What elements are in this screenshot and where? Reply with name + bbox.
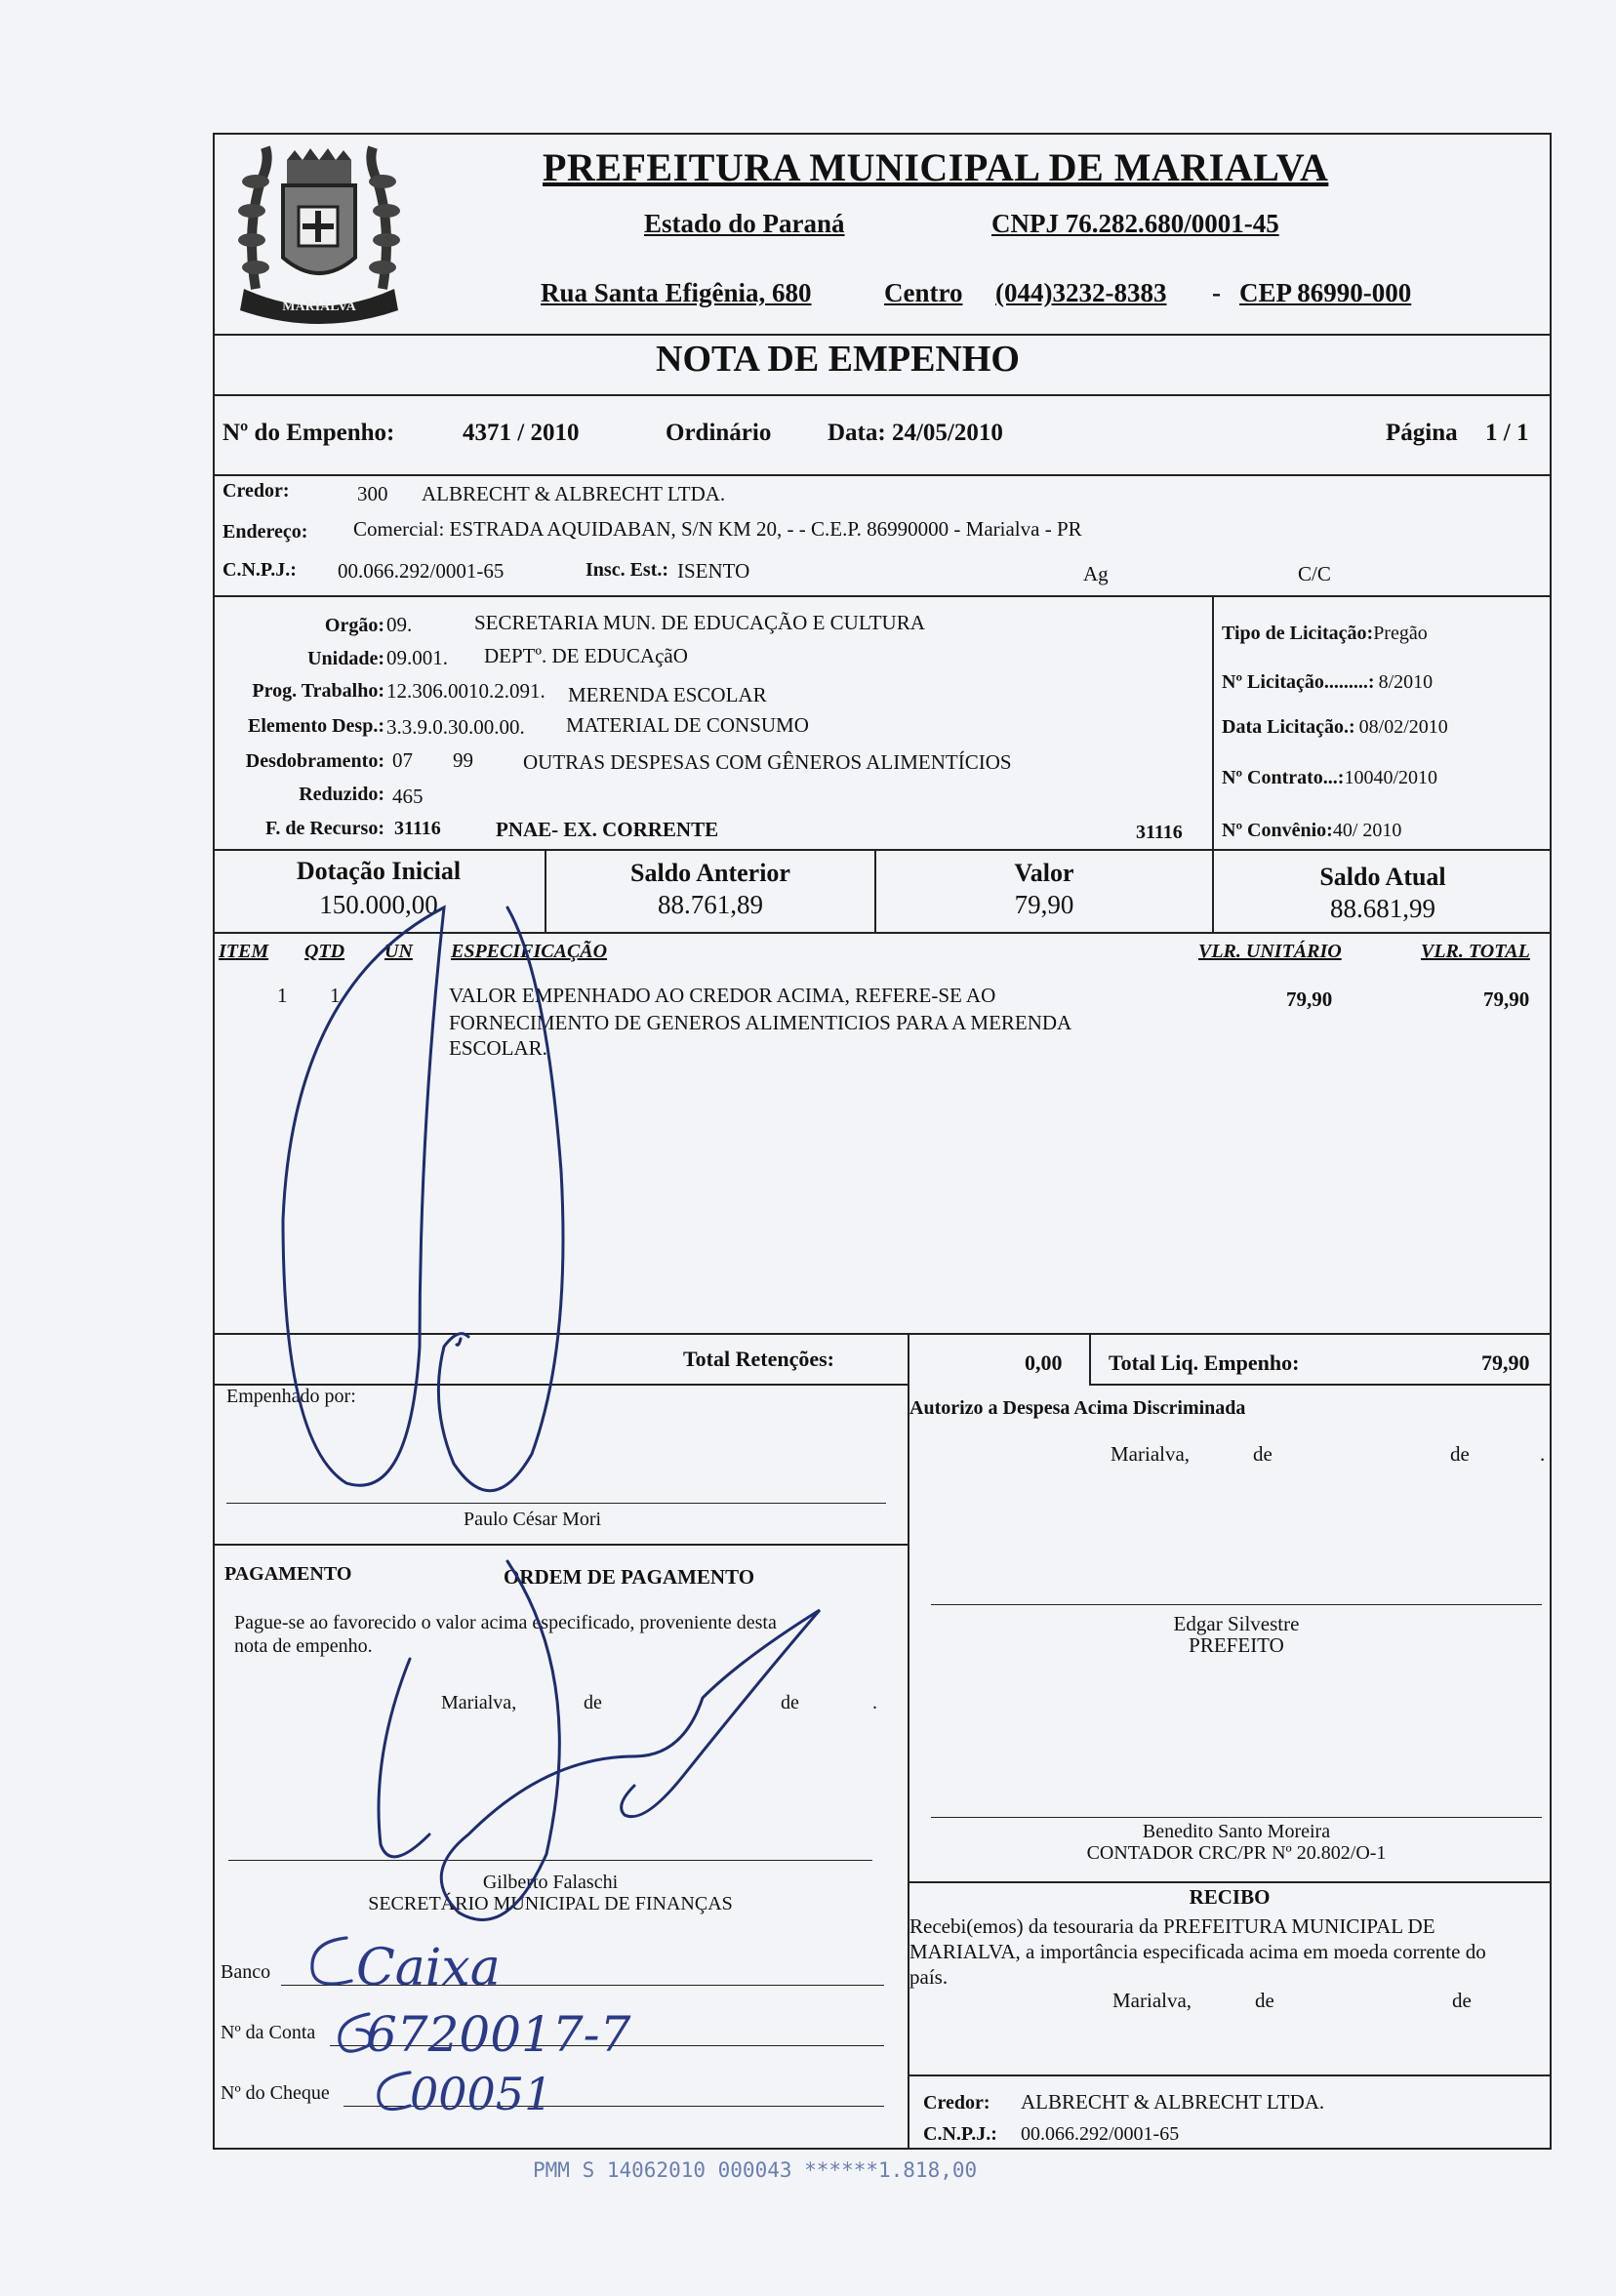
signature-line [228,1860,872,1861]
cheque-label: Nº do Cheque [221,2082,330,2104]
recibo-line-3: país. [909,1965,949,1989]
col-item: ITEM [219,941,269,962]
saldo-anterior-value: 88.761,89 [658,890,763,919]
col-vlr-unitario: VLR. UNITÁRIO [1198,941,1342,962]
divider [1089,1384,1552,1386]
seal-banner-text: MARIALVA [282,300,356,314]
autorizo-dot: . [1540,1442,1546,1466]
handwritten-cheque: 00051 [410,2068,553,2120]
prog-label: Prog. Trabalho: [252,680,384,702]
divider [908,1881,1552,1883]
credor-cnpj: 00.066.292/0001-65 [338,559,505,583]
unidade-label: Unidade: [307,648,384,669]
ordem-pagamento-label: ORDEM DE PAGAMENTO [504,1565,755,1589]
data-licitacao [1222,716,1448,739]
header-dash: - [1212,278,1221,307]
prefeito-title: PREFEITO [1189,1633,1284,1657]
recibo-credor-value: ALBRECHT & ALBRECHT LTDA. [1021,2090,1325,2114]
unidade-code: 09.001. [386,646,448,669]
contrato [1222,767,1437,789]
elemento-code: 3.3.9.0.30.00.00. [386,715,525,739]
item-qtd: 1 [330,984,341,1007]
divider [213,932,1552,934]
autorizo-text: Autorizo a Despesa Acima Discriminada [909,1397,1246,1419]
autorizo-de-1: de [1253,1442,1273,1466]
conta-line [330,2045,884,2046]
credor-label: Credor: [222,480,290,502]
item-desc-line-2: FORNECIMENTO DE GENEROS ALIMENTICIOS PARA A MERENDA [449,1011,1072,1034]
pagamento-text-2: nota de empenho. [234,1635,373,1657]
col-especificacao: ESPECIFICAÇÃO [451,941,608,962]
elemento-desc: MATERIAL DE CONSUMO [566,713,809,737]
tipo-licitacao [1222,623,1428,645]
header-cnpj: CNPJ 76.282.680/0001-45 [991,209,1279,238]
numero-licitacao [1222,671,1433,694]
item-desc-line-1: VALOR EMPENHADO AO CREDOR ACIMA, REFERE-SE AO [449,984,996,1007]
dotacao-value: 150.000,00 [319,890,438,919]
recibo-line-1: Recebi(emos) da tesouraria da PREFEITURA MUNICIPAL DE [909,1914,1435,1938]
orgao-desc: SECRETARIA MUN. DE EDUCAÇÃO E CULTURA [474,611,925,634]
contador-name: Benedito Santo Moreira [1142,1821,1331,1842]
signature-line [931,1604,1542,1605]
address-label: Endereço: [222,521,308,543]
credor-name: ALBRECHT & ALBRECHT LTDA. [422,482,726,505]
secretario-name: Gilberto Falaschi [482,1872,619,1893]
empenho-date: Data: 24/05/2010 [828,420,1003,446]
recibo-cnpj-label: C.N.P.J.: [923,2123,997,2145]
divider [213,1544,908,1546]
convenio-label: Nº Convênio: [1222,820,1333,841]
conta-label: Nº da Conta [221,2022,316,2043]
cheque-line [343,2106,884,2107]
desdobramento-code2: 99 [453,748,473,772]
header-state: Estado do Paraná [644,209,845,238]
header-district: Centro [884,278,963,307]
saldo-atual-value: 88.681,99 [1330,894,1435,923]
retencoes-label: Total Retenções: [683,1347,834,1371]
data-licitacao-label: Data Licitação.: [1222,716,1355,738]
retencoes-value: 0,00 [1025,1350,1063,1375]
page-label: Página [1386,420,1458,446]
autorizo-de-2: de [1450,1442,1470,1466]
credor-address: Comercial: ESTRADA AQUIDABAN, S/N KM 20, - - C.E.P. 86990000 - Marialva - PR [353,517,1082,541]
pagamento-city: Marialva, [441,1692,517,1713]
dotacao-label: Dotação Inicial [296,857,462,885]
tipo-licitacao-value: Pregão [1373,623,1428,644]
cc-label: C/C [1298,562,1331,585]
empenhado-label: Empenhado por: [226,1386,356,1407]
contador-title: CONTADOR CRC/PR Nº 20.802/O-1 [1086,1842,1387,1864]
convenio-value: 40/ 2010 [1332,820,1402,841]
divider [908,2074,1552,2076]
pagamento-de-2: de [781,1692,799,1713]
orgao-label: Orgão: [324,615,384,636]
recibo-cnpj-value: 00.066.292/0001-65 [1021,2123,1180,2145]
item-desc-line-3: ESCOLAR. [449,1036,547,1060]
convenio [1222,820,1401,842]
elemento-label: Elemento Desp.: [248,715,384,737]
saldo-atual-label: Saldo Atual [1319,863,1446,891]
banco-line [281,1985,884,1986]
recibo-title: RECIBO [1189,1885,1271,1909]
handwritten-conta: 6720017-7 [366,2006,631,2063]
bank-stamp: PMM S 14062010 000043 ******1.818,00 [533,2158,978,2182]
handwritten-banco: Caixa [356,1939,501,1997]
ag-label: Ag [1083,562,1109,585]
col-un: UN [384,941,413,962]
banco-label: Banco [221,1961,271,1983]
municipal-seal-icon [226,142,412,334]
pagamento-de-1: de [584,1692,602,1713]
divider [213,334,1552,336]
liquido-label: Total Liq. Empenho: [1109,1350,1300,1375]
credor-code: 300 [357,482,388,505]
recurso-code-2: 31116 [1136,822,1183,843]
reduzido-value: 465 [392,785,424,808]
cnpj-label: C.N.P.J.: [222,559,297,581]
recibo-de-1: de [1255,1989,1274,2012]
saldo-anterior-label: Saldo Anterior [630,859,790,887]
contrato-label: Nº Contrato...: [1222,767,1345,788]
divider [908,1333,909,2150]
item-total-value: 79,90 [1483,987,1530,1011]
empenho-number-label: Nº do Empenho: [222,420,395,446]
desdobramento-code1: 07 [392,748,413,772]
prefeito-name: Edgar Silvestre [1173,1612,1300,1635]
insc-label: Insc. Est.: [586,559,669,581]
reduzido-label: Reduzido: [299,784,384,805]
pagamento-text-1: Pague-se ao favorecido o valor acima especificado, proveniente desta [234,1612,777,1633]
divider [213,394,1552,396]
document-title: NOTA DE EMPENHO [656,339,1020,380]
item-number: 1 [277,984,288,1007]
contrato-value: 10040/2010 [1344,767,1438,788]
empenhado-name: Paulo César Mori [464,1509,602,1530]
autorizo-city: Marialva, [1111,1442,1191,1466]
item-unit-value: 79,90 [1286,987,1333,1011]
empenho-number: 4371 / 2010 [463,420,580,446]
valor-label: Valor [1014,859,1074,887]
divider [1089,1333,1091,1384]
signature-line [931,1817,1542,1818]
orgao-code: 09. [386,613,413,636]
divider [213,1333,1552,1335]
col-qtd: QTD [304,941,345,962]
numero-licitacao-value: 8/2010 [1378,671,1434,693]
prog-code: 12.306.0010.2.091. [386,679,545,703]
liquido-value: 79,90 [1481,1350,1530,1375]
valor-value: 79,90 [1014,890,1074,919]
insc-value: ISENTO [677,559,750,583]
recurso-code: 31116 [394,818,441,839]
recurso-label: F. de Recurso: [264,818,384,839]
empenho-type: Ordinário [666,420,772,446]
signature-line [226,1503,886,1504]
desdobramento-desc: OUTRAS DESPESAS COM GÊNEROS ALIMENTÍCIOS [523,750,1012,774]
recibo-credor-label: Credor: [923,2092,990,2114]
desdobramento-label: Desdobramento: [245,750,384,772]
tipo-licitacao-label: Tipo de Licitação: [1222,623,1374,644]
unidade-desc: DEPTº. DE EDUCAçãO [484,644,688,667]
page-value: 1 / 1 [1485,420,1529,446]
pagamento-dot: . [872,1692,877,1713]
numero-licitacao-label: Nº Licitação.........: [1222,671,1375,693]
header-street: Rua Santa Efigênia, 680 [541,278,812,307]
header-phone: (044)3232-8383 [995,278,1167,307]
header-title: PREFEITURA MUNICIPAL DE MARIALVA [543,145,1329,189]
divider [213,474,1552,476]
recurso-desc: PNAE- EX. CORRENTE [496,818,719,841]
col-vlr-total: VLR. TOTAL [1421,941,1530,962]
prog-desc: MERENDA ESCOLAR [568,683,767,706]
recibo-city: Marialva, [1112,1989,1192,2012]
recibo-line-2: MARIALVA, a importância especificada acima em moeda corrente do [909,1940,1486,1963]
pagamento-label: PAGAMENTO [224,1563,352,1585]
data-licitacao-value: 08/02/2010 [1358,716,1448,738]
divider [213,595,1552,597]
secretario-title: SECRETÁRIO MUNICIPAL DE FINANÇAS [368,1893,733,1914]
header-cep: CEP 86990-000 [1239,278,1412,307]
recibo-de-2: de [1452,1989,1472,2012]
divider [213,849,1552,851]
